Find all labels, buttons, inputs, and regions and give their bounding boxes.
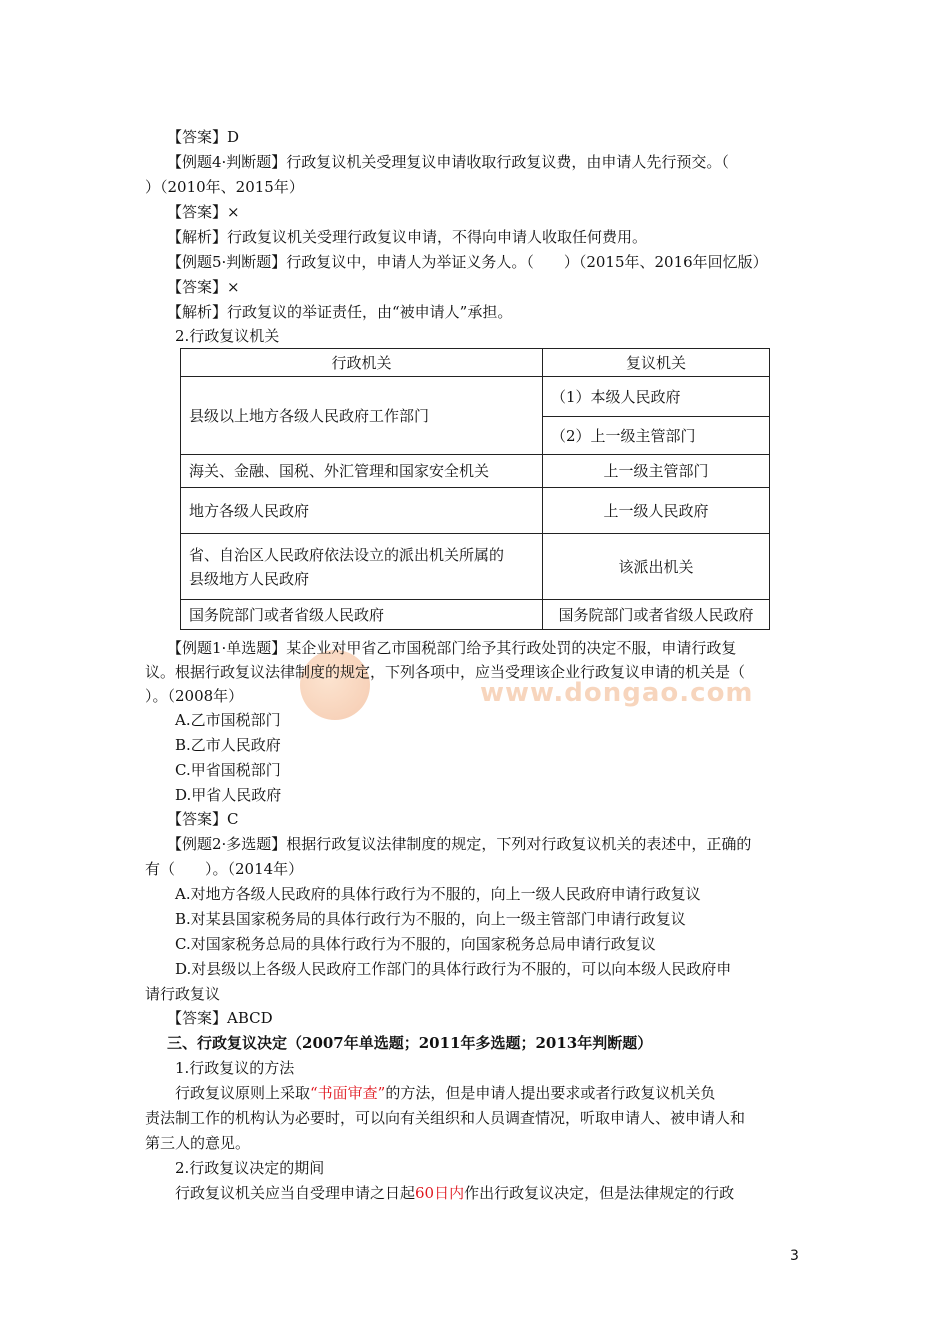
paragraph-line: 责法制工作的机构认为必要时，可以向有关组织和人员调查情况，听取申请人、被申请人和 <box>145 1109 746 1127</box>
answer-line: 【答案】× <box>167 203 240 221</box>
example4-question-cont: ）（2010年、2015年） <box>145 178 304 196</box>
table-row <box>181 488 770 534</box>
option-item: B.乙市人民政府 <box>175 736 281 754</box>
review-authority-table <box>180 348 770 630</box>
answer-line: 【答案】× <box>167 278 240 296</box>
table-cell: 该派出机关 <box>543 534 770 600</box>
table-cell: 国务院部门或者省级人民政府 <box>181 600 543 630</box>
paragraph-text: 作出行政复议决定，但是法律规定的行政 <box>464 1184 735 1202</box>
example5-question: 【例题5·判断题】行政复议中，申请人为举证义务人。（ ）（2015年、2016年回忆版） <box>167 253 768 271</box>
table-cell: 上一级主管部门 <box>543 455 770 488</box>
table-header-row <box>181 349 770 377</box>
example1-question: 【例题1·单选题】某企业对甲省乙市国税部门给予其行政处罚的决定不服，申请行政复 <box>167 639 737 657</box>
example4-question: 【例题4·判断题】行政复议机关受理复议申请收取行政复议费，由申请人先行预交。（ <box>167 153 729 171</box>
table-cell <box>181 534 543 600</box>
option-item: A.乙市国税部门 <box>175 711 281 729</box>
paragraph-text: 行政复议机关应当自受理申请之日起 <box>175 1184 416 1202</box>
table-cell: 县级以上地方各级人民政府工作部门 <box>181 377 543 455</box>
option-item: C.甲省国税部门 <box>175 761 281 779</box>
option-item: A.对地方各级人民政府的具体行政行为不服的，向上一级人民政府申请行政复议 <box>175 885 701 903</box>
highlight-text: “书面审查” <box>310 1084 386 1102</box>
paragraph-text: 的方法，但是申请人提出要求或者行政复议机关负 <box>385 1084 716 1102</box>
table-header-cell: 复议机关 <box>543 349 770 377</box>
paragraph-line <box>175 1081 840 1105</box>
page-number: 3 <box>790 1248 799 1264</box>
table-row <box>181 600 770 630</box>
table-cell-line: 省、自治区人民政府依法设立的派出机关所属的 <box>189 545 505 564</box>
analysis-line: 【解析】行政复议机关受理行政复议申请，不得向申请人收取任何费用。 <box>167 228 648 246</box>
section-heading: 三、行政复议决定（2007年单选题；2011年多选题；2013年判断题） <box>167 1034 653 1052</box>
table-cell: 地方各级人民政府 <box>181 488 543 534</box>
table-cell: 国务院部门或者省级人民政府 <box>543 600 770 630</box>
example2-question: 【例题2·多选题】根据行政复议法律制度的规定，下列对行政复议机关的表述中，正确的 <box>167 835 752 853</box>
highlight-text: 60日内 <box>415 1184 465 1202</box>
paragraph-line: 第三人的意见。 <box>145 1134 251 1152</box>
table-row <box>181 377 770 417</box>
answer-line: 【答案】D <box>167 128 240 146</box>
table-cell-line: 县级地方人民政府 <box>189 569 310 588</box>
table-row <box>181 455 770 488</box>
table-row <box>181 534 770 600</box>
option-item: D.甲省人民政府 <box>175 786 282 804</box>
answer-line: 【答案】ABCD <box>167 1009 273 1027</box>
subheading-review-authority: 2.行政复议机关 <box>175 327 280 345</box>
example1-question-cont: ）。（2008年） <box>145 687 244 705</box>
watermark-text: www.dongao.com <box>480 678 754 708</box>
table-cell: 上一级人民政府 <box>543 488 770 534</box>
example1-question-cont: 议。根据行政复议法律制度的规定，下列各项中，应当受理该企业行政复议申请的机关是（ <box>145 663 746 681</box>
option-item: D.对县级以上各级人民政府工作部门的具体行政行为不服的，可以向本级人民政府申 <box>175 960 732 978</box>
analysis-line: 【解析】行政复议的举证责任，由“被申请人”承担。 <box>167 303 513 321</box>
table-cell: （1）本级人民政府 <box>543 377 770 417</box>
table-cell: （2）上一级主管部门 <box>543 417 770 455</box>
option-item: B.对某县国家税务局的具体行政行为不服的，向上一级主管部门申请行政复议 <box>175 910 686 928</box>
answer-line: 【答案】C <box>167 810 239 828</box>
option-item-cont: 请行政复议 <box>145 985 221 1003</box>
option-item: C.对国家税务总局的具体行政行为不服的，向国家税务总局申请行政复议 <box>175 935 656 953</box>
subheading-period: 2.行政复议决定的期间 <box>175 1159 325 1177</box>
table-header-cell: 行政机关 <box>181 349 543 377</box>
table-cell: 海关、金融、国税、外汇管理和国家安全机关 <box>181 455 543 488</box>
example2-question-cont: 有（ ）。（2014年） <box>145 860 304 878</box>
paragraph-text: 行政复议原则上采取 <box>175 1084 311 1102</box>
paragraph-line <box>175 1181 840 1205</box>
subheading-method: 1.行政复议的方法 <box>175 1059 295 1077</box>
